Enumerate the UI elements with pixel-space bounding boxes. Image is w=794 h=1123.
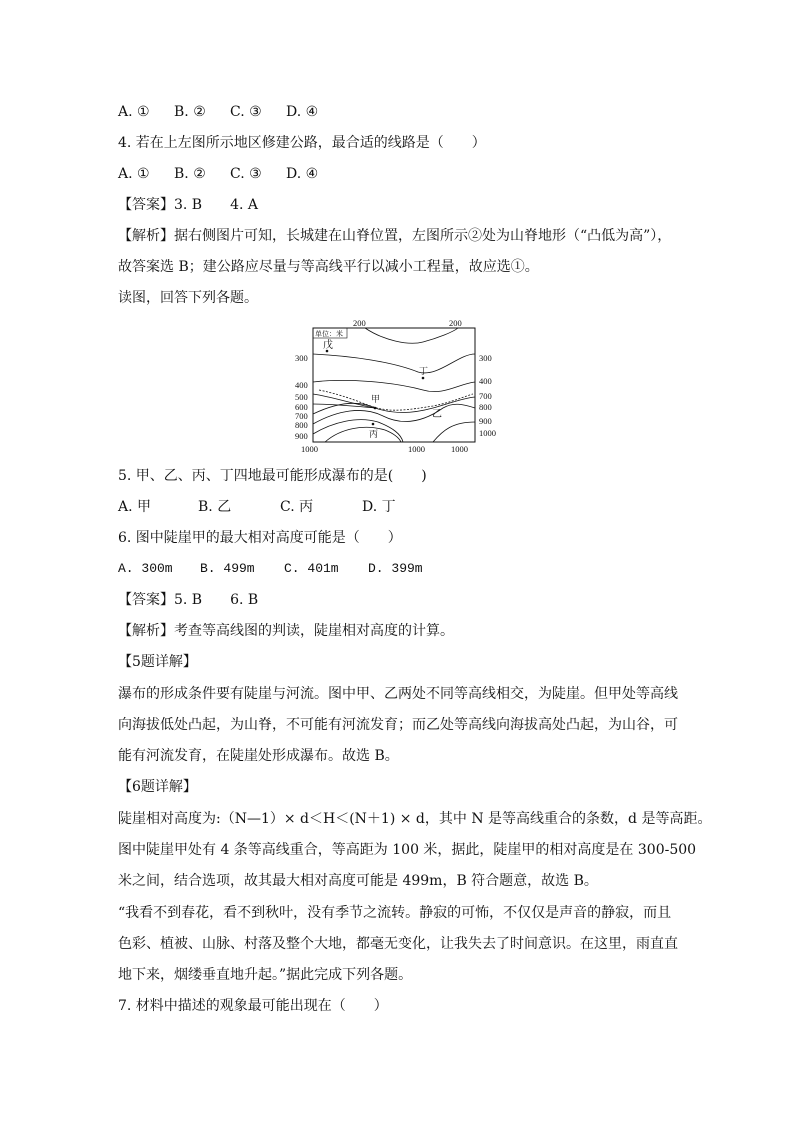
right-label: 700	[479, 391, 492, 401]
q6-option-c: C. 401m	[284, 561, 339, 576]
answer-3-4: 【答案】3. B 4. A	[118, 197, 259, 213]
unit-label: 单位：米	[315, 330, 343, 338]
q7-stem: 7. 材料中描述的观象最可能出现在（ ）	[118, 998, 388, 1014]
quote-line3: 地下来，烟缕垂直地升起。”据此完成下列各题。	[118, 967, 413, 983]
point-ding	[422, 377, 425, 380]
contour-800	[313, 404, 475, 424]
left-label: 400	[295, 380, 308, 390]
q5-options	[118, 497, 396, 517]
right-label: 1000	[479, 428, 496, 438]
q4-option-a: A. ①	[118, 166, 150, 182]
q4-stem: 4. 若在上左图所示地区修建公路，最合适的线路是（ ）	[118, 135, 486, 151]
place-jia: 甲	[371, 394, 381, 404]
place-wu: 戊	[323, 340, 333, 351]
q6-option-b: B. 499m	[200, 561, 255, 576]
q3-option-a: A. ①	[118, 104, 150, 120]
q6-option-a: A. 300m	[118, 561, 173, 576]
q5-stem: 5. 甲、乙、丙、丁四地最可能形成瀑布的是( )	[118, 468, 427, 484]
detail-5-line2: 向海拔低处凸起，为山脊，不可能有河流发育；而乙处等高线向海拔高处凸起，为山谷，可	[118, 717, 678, 733]
bottom-label: 1000	[301, 444, 318, 454]
q5-option-a: A. 甲	[118, 499, 152, 515]
place-ding: 丁	[419, 366, 429, 376]
q4-options	[118, 164, 318, 184]
contour-200	[365, 328, 458, 343]
contour-400	[313, 380, 475, 391]
q3-option-b: B. ②	[174, 104, 206, 120]
left-label: 600	[295, 402, 308, 412]
place-bing: 丙	[369, 429, 379, 439]
quote-line1: “我看不到春花，看不到秋叶，没有季节之流转。静寂的可怖，不仅仅是声音的静寂，而且	[118, 905, 672, 921]
left-label: 700	[295, 411, 308, 421]
detail-5-line3: 能有河流发育，在陡崖处形成瀑布。故选 B。	[118, 748, 399, 764]
right-label: 300	[479, 353, 492, 363]
contour-1000	[325, 427, 401, 442]
left-label: 500	[295, 392, 308, 402]
q5-option-b: B. 乙	[198, 499, 232, 515]
q5-option-c: C. 丙	[280, 499, 314, 515]
detail-5-line1: 瀑布的形成条件要有陡崖与河流。图中甲、乙两处不同等高线相交，为陡崖。但甲处等高线	[118, 686, 678, 702]
contour-900	[313, 420, 475, 442]
q4-option-b: B. ②	[174, 166, 206, 182]
read-prompt: 读图，回答下列各题。	[118, 290, 258, 306]
top-label: 200	[449, 318, 462, 328]
contour-map	[293, 318, 503, 458]
contour-300	[313, 354, 475, 373]
right-label: 900	[479, 416, 492, 426]
q6-stem: 6. 图中陡崖甲的最大相对高度可能是（ ）	[118, 530, 402, 546]
explanation-5-6: 【解析】考查等高线图的判读，陡崖相对高度的计算。	[118, 623, 454, 639]
detail-5-title: 【5题详解】	[118, 654, 197, 670]
q3-option-d: D. ④	[286, 104, 319, 120]
bottom-label: 1000	[408, 444, 425, 454]
left-label: 800	[295, 420, 308, 430]
left-label: 300	[295, 353, 308, 363]
right-label: 800	[479, 402, 492, 412]
top-label: 200	[353, 318, 366, 328]
q6-options	[118, 559, 423, 579]
explanation-3-4-line2: 故答案选 B；建公路应尽量与等高线平行以减小工程量，故应选①。	[118, 259, 539, 275]
detail-6-line2: 图中陡崖甲处有 4 条等高线重合，等高距为 100 米，据此，陡崖甲的相对高度是在 300-500	[118, 842, 697, 858]
map-frame	[313, 328, 475, 442]
q4-option-c: C. ③	[230, 166, 262, 182]
q6-option-d: D. 399m	[368, 561, 423, 576]
detail-6-line3: 米之间，结合选项，故其最大相对高度可能是 499m，B 符合题意，故选 B。	[118, 873, 598, 889]
q3-options	[118, 102, 318, 122]
explanation-3-4-line1: 【解析】据右侧图片可知，长城建在山脊位置，左图所示②处为山脊地形（“凸低为高”），	[118, 228, 672, 244]
detail-6-line1: 陡崖相对高度为:（N—1）× d＜H＜(N＋1) × d，其中 N 是等高线重合的条数，d 是等高距。	[118, 811, 712, 827]
place-yi: 乙	[432, 409, 442, 420]
right-label: 400	[479, 376, 492, 386]
q5-option-d: D. 丁	[362, 499, 396, 515]
detail-6-title: 【6题详解】	[118, 779, 197, 795]
bottom-label: 1000	[451, 444, 468, 454]
quote-line2: 色彩、植被、山脉、村落及整个大地，都毫无变化，让我失去了时间意识。在这里，雨直直	[118, 936, 678, 952]
point-bing	[372, 423, 375, 426]
left-label: 900	[295, 431, 308, 441]
point-jia	[374, 407, 377, 410]
answer-5-6: 【答案】5. B 6. B	[118, 592, 259, 608]
q4-option-d: D. ④	[286, 166, 319, 182]
q3-option-c: C. ③	[230, 104, 262, 120]
